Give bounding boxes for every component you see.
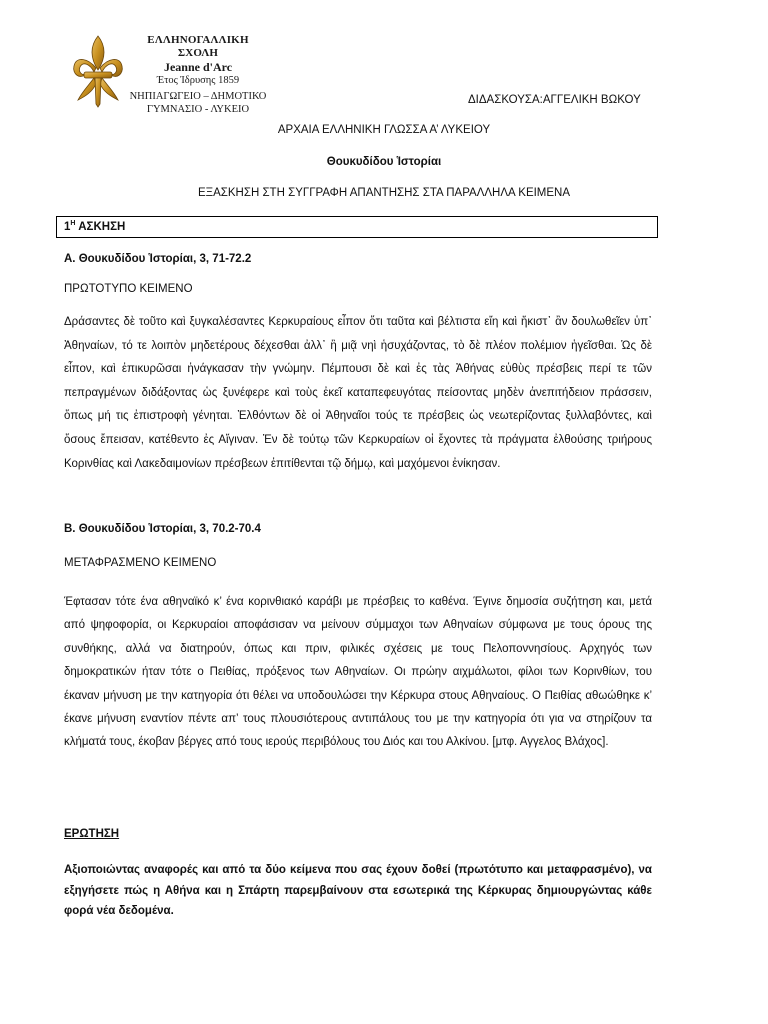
exercise-number: 1 [64, 220, 71, 233]
section-a-heading: ΠΡΩΤΟΤΥΠΟ ΚΕΙΜΕΝΟ [64, 283, 193, 295]
exercise-number-superscript: Η [70, 220, 76, 227]
school-levels-primary: ΝΗΠΙΑΓΩΓΕΙΟ – ΔΗΜΟΤΙΚΟ [129, 91, 267, 103]
school-name: ΕΛΛΗΝΟΓΑΛΛΙΚΗ ΣΧΟΛΗ [147, 34, 249, 60]
school-levels-secondary: ΓΥΜΝΑΣΙΟ - ΛΥΚΕΙΟ [146, 103, 250, 115]
teacher-name: ΔΙΔΑΣΚΟΥΣΑ:ΑΓΓΕΛΙΚΗ ΒΩΚΟΥ [468, 94, 641, 106]
section-b-heading: ΜΕΤΑΦΡΑΣΜΕΝΟ ΚΕΙΜΕΝΟ [64, 557, 217, 569]
school-info [128, 34, 268, 117]
section-a-source: Α. Θουκυδίδου Ἱστορίαι, 3, 71-72.2 [64, 253, 252, 265]
fleur-de-lis-icon [70, 34, 126, 108]
exercise-label: ΑΣΚΗΣΗ [78, 220, 126, 233]
work-title: Θουκυδίδου Ἱστορίαι [326, 156, 442, 168]
question-heading: ΕΡΩΤΗΣΗ [64, 828, 120, 840]
original-text-paragraph: Δράσαντες δὲ τοῦτο καὶ ξυγκαλέσαντες Κερκυραίους εἶπον ὅτι ταῦτα καὶ βέλτιστα εἴη καὶ ἥκιστ᾽ ἂν δουλωθεῖεν ὑπ᾽ Ἀθηναίων, τό τε λοιπὸν μηδετέρους δέχεσθαι ἀλλ᾽ ἢ μιᾷ νηὶ ἡσυχάζοντας, τὸ δὲ πλέον πολέμιον ἡγεῖσθαι. Ὡς δὲ εἶπον, καὶ ἐπικυρῶσαι ἠνάγκασαν τὴν γνώμην. Πέμπουσι δὲ καὶ ἐς τὰς Ἀθήνας εὐθὺς πρέσβεις περί τε τῶν πεπραγμένων διδάξοντας ὡς ξυνέφερε καὶ τοὺς ἐκεῖ καταπεφευγότας πείσοντας μηδὲν ἀνεπιτήδειον πράσσειν, ὅπως μή τις ἐπιστροφὴ γένηται. Ἐλθόντων δὲ οἱ Ἀθηναῖοι τούς τε πρέσβεις ὡς νεωτερίζοντας ξυλλαβόντες, καὶ ὅσους ἔπεισαν, κατέθεντο ἐς Αἴγιναν. Ἐν δὲ τούτῳ τῶν Κερκυραίων οἱ ἔχοντες τὰ πράγματα ἐλθούσης τριήρους Κορινθίας καὶ Λακεδαιμονίων πρέσβεων ἐπιτίθενται τῷ δήμῳ, καὶ μαχόμενοι ἐνίκησαν. [64, 316, 652, 470]
school-subname: Jeanne d'Arc [163, 60, 233, 75]
exercise-type-title: ΕΞΑΣΚΗΣΗ ΣΤΗ ΣΥΓΓΡΑΦΗ ΑΠΑΝΤΗΣΗΣ ΣΤΑ ΠΑΡΑΛΛΗΛΑ ΚΕΙΜΕΝΑ [197, 187, 571, 199]
translated-text-paragraph: Έφτασαν τότε ένα αθηναϊκό κ’ ένα κορινθιακό καράβι με πρέσβεις το καθένα. Έγινε δημοσία συζήτηση και, μετά από ψηφοφορία, οι Κερκυραίοι αποφάσισαν να μείνουν σύμμαχοι των Αθηναίων σύμφωνα με τους όρους της συνθήκης, αλλά να διατηρούν, όπως και πριν, φιλικές σχέσεις με τους Πελοποννησίους. Αρχηγός των δημοκρατικών ήταν τότε ο Πειθίας, πρόξενος των Αθηναίων. Οι πρώην αιχμάλωτοι, φίλοι των Κορινθίων, του έκαναν μήνυση με την κατηγορία ότι θέλει να υποδουλώσει την Κέρκυρα στους Αθηναίους. Ο Πειθίας αθωώθηκε κ’ έκανε μήνυση εναντίον πέντε απ’ τους πλουσιότερους αντιπάλους του με την κατηγορία ότι για να στηρίζουν τα κλήματά τους, έκοβαν βέργες από τους ιερούς περιβόλους του Διός και του Αλκίνου. [μτφ. Αγγελος Βλάχος]. [64, 596, 652, 749]
section-b-source: Β. Θουκυδίδου Ἱστορίαι, 3, 70.2-70.4 [64, 523, 261, 535]
founding-year: Έτος Ίδρυσης 1859 [156, 74, 240, 86]
exercise-heading-box [56, 216, 658, 238]
subject-title: ΑΡΧΑΙΑ ΕΛΛΗΝΙΚΗ ΓΛΩΣΣΑ Α’ ΛΥΚΕΙΟΥ [277, 124, 491, 136]
question-text: Αξιοποιώντας αναφορές και από τα δύο κείμενα που σας έχουν δοθεί (πρωτότυπο και μεταφρασμένο), να εξηγήσετε πώς η Αθήνα και η Σπάρτη παρεμβαίνουν στα εσωτερικά της Κέρκυρας δημιουργώντας κάθε φορά νέα δεδομένα. [64, 864, 652, 917]
